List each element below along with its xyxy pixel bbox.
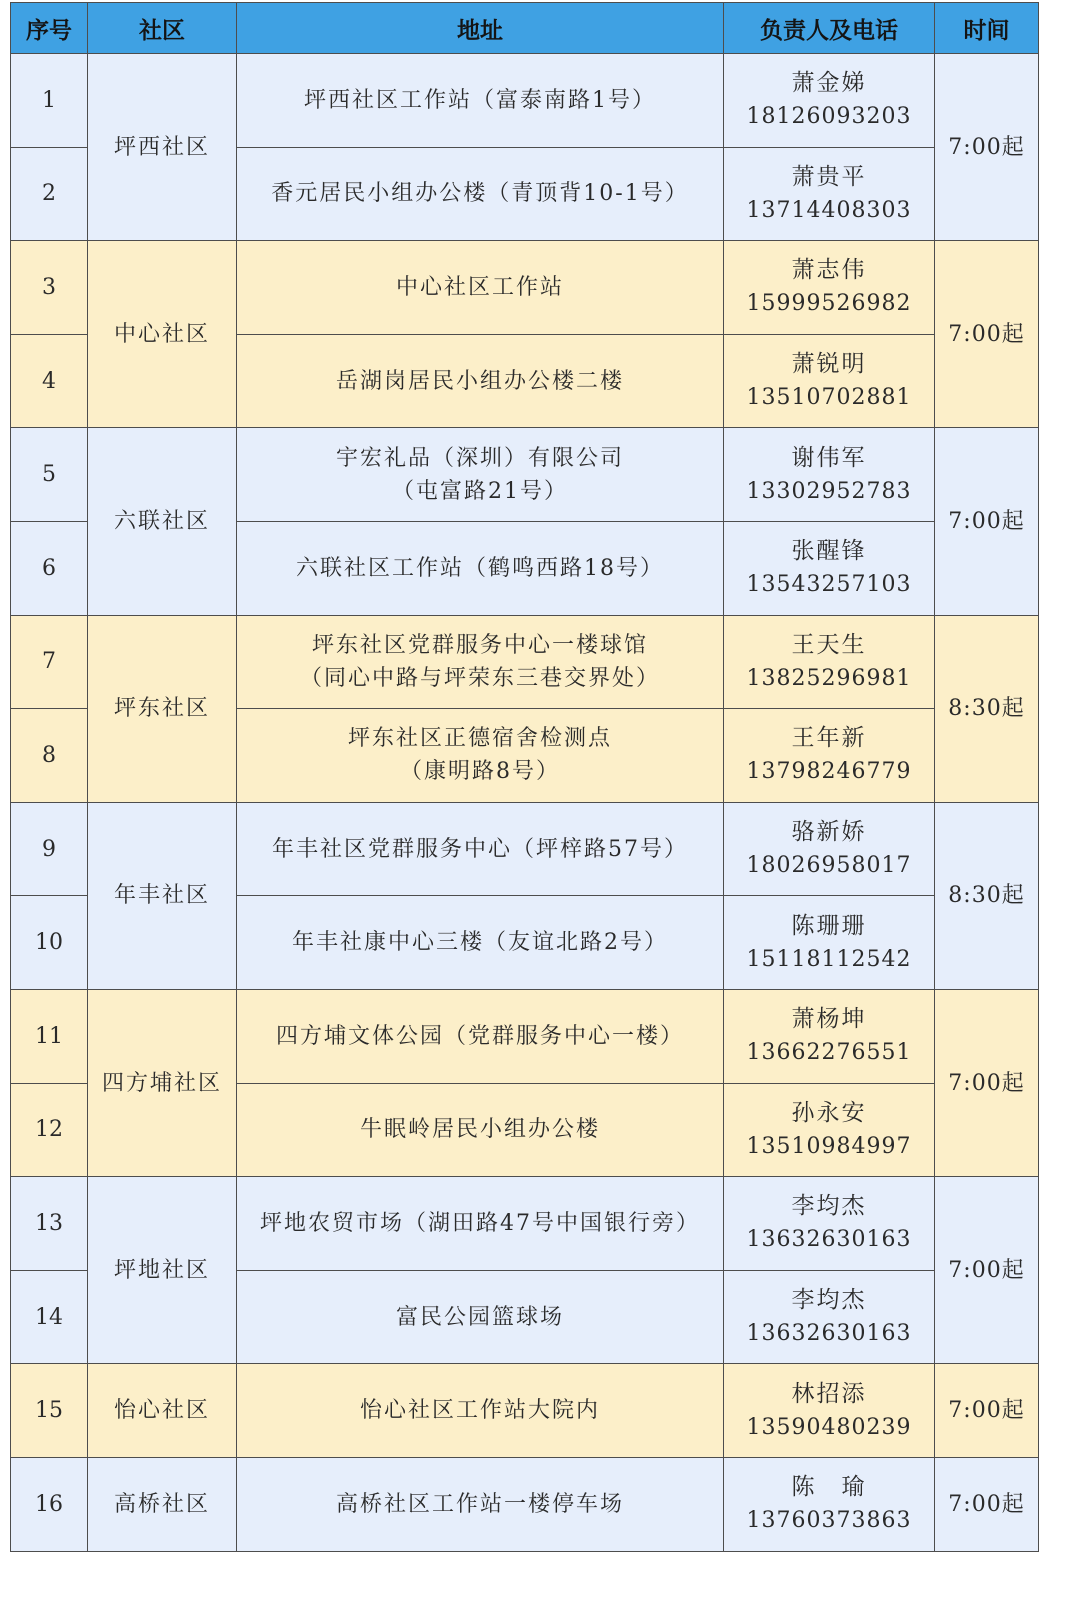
table-row <box>11 1177 1039 1271</box>
contact-cell <box>724 1457 935 1551</box>
header-seq: 序号 <box>11 3 88 54</box>
contact-phone: 13302952783 <box>746 478 912 504</box>
address-cell <box>237 1083 724 1177</box>
contact-name: 萧志伟 <box>791 257 867 284</box>
contact-cell <box>724 54 935 148</box>
contact-name: 萧锐明 <box>791 351 867 378</box>
table-row <box>11 54 1039 148</box>
address-cell <box>237 1270 724 1364</box>
address-line: 香元居民小组办公楼（青顶背10-1号） <box>271 181 689 207</box>
seq-cell: 9 <box>11 802 88 896</box>
contact-name: 萧杨坤 <box>791 1006 867 1033</box>
contact-name: 李均杰 <box>791 1193 867 1220</box>
address-cell <box>237 428 724 522</box>
address-cell <box>237 802 724 896</box>
contact-phone: 13632630163 <box>746 1321 912 1347</box>
seq-cell: 1 <box>11 54 88 148</box>
address-line: 六联社区工作站（鹤鸣西路18号） <box>296 555 664 581</box>
contact-phone: 13510984997 <box>746 1133 912 1159</box>
contact-phone: 13714408303 <box>746 197 912 223</box>
contact-phone: 13825296981 <box>746 665 912 691</box>
table-row <box>11 989 1039 1083</box>
address-line: （同心中路与坪荣东三巷交界处） <box>299 665 660 691</box>
community-cell: 坪西社区 <box>88 54 237 241</box>
time-cell: 7:00起 <box>935 1457 1039 1551</box>
address-line: 坪西社区工作站（富泰南路1号） <box>304 87 656 113</box>
address-cell <box>237 1177 724 1271</box>
contact-cell <box>724 615 935 709</box>
contact-name: 骆新娇 <box>791 819 867 846</box>
contact-name: 张醒锋 <box>791 538 867 565</box>
contact-cell <box>724 802 935 896</box>
address-line: 年丰社区党群服务中心（坪梓路57号） <box>272 836 688 862</box>
table-row <box>11 802 1039 896</box>
seq-cell: 8 <box>11 709 88 803</box>
contact-cell <box>724 241 935 335</box>
community-cell: 中心社区 <box>88 241 237 428</box>
community-cell: 六联社区 <box>88 428 237 615</box>
address-cell <box>237 521 724 615</box>
address-line: 牛眠岭居民小组办公楼 <box>359 1117 600 1143</box>
address-cell <box>237 1457 724 1551</box>
community-cell: 四方埔社区 <box>88 989 237 1176</box>
table-row <box>11 1364 1039 1458</box>
table-row <box>11 1457 1039 1551</box>
address-cell <box>237 54 724 148</box>
time-cell: 7:00起 <box>935 428 1039 615</box>
address-cell <box>237 896 724 990</box>
time-cell: 7:00起 <box>935 1177 1039 1364</box>
address-line: 高桥社区工作站一楼停车场 <box>335 1491 624 1517</box>
contact-phone: 18026958017 <box>746 853 912 879</box>
seq-cell: 14 <box>11 1270 88 1364</box>
contact-phone: 13510702881 <box>746 385 912 411</box>
community-cell: 高桥社区 <box>88 1457 237 1551</box>
time-cell: 7:00起 <box>935 241 1039 428</box>
contact-name: 陈珊珊 <box>791 912 867 939</box>
header-row <box>11 3 1039 54</box>
address-line: 宇宏礼品（深圳）有限公司 <box>335 445 624 471</box>
contact-name: 陈 瑜 <box>791 1474 867 1501</box>
address-line: （屯富路21号） <box>392 478 568 504</box>
table-row <box>11 428 1039 522</box>
seq-cell: 10 <box>11 896 88 990</box>
address-line: 坪地农贸市场（湖田路47号中国银行旁） <box>260 1210 700 1236</box>
contact-cell <box>724 147 935 241</box>
address-line: 中心社区工作站 <box>395 274 564 300</box>
contact-phone: 15999526982 <box>746 291 912 317</box>
seq-cell: 13 <box>11 1177 88 1271</box>
contact-cell <box>724 1364 935 1458</box>
contact-phone: 15118112542 <box>746 946 912 972</box>
seq-cell: 5 <box>11 428 88 522</box>
header-community: 社区 <box>88 3 237 54</box>
community-cell: 年丰社区 <box>88 802 237 989</box>
address-line: 坪东社区党群服务中心一楼球馆 <box>311 632 648 658</box>
contact-phone: 13798246779 <box>746 759 912 785</box>
testing-sites-table <box>10 2 1039 1552</box>
contact-cell <box>724 1083 935 1177</box>
seq-cell: 6 <box>11 521 88 615</box>
contact-name: 王年新 <box>791 725 867 752</box>
header-address: 地址 <box>237 3 724 54</box>
time-cell: 8:30起 <box>935 615 1039 802</box>
seq-cell: 2 <box>11 147 88 241</box>
table-header <box>11 3 1039 54</box>
community-cell: 怡心社区 <box>88 1364 237 1458</box>
contact-name: 谢伟军 <box>791 444 867 471</box>
seq-cell: 11 <box>11 989 88 1083</box>
contact-name: 萧金娣 <box>791 70 867 97</box>
contact-phone: 13543257103 <box>746 572 912 598</box>
address-line: 坪东社区正德宿舍检测点 <box>347 726 612 752</box>
contact-name: 孙永安 <box>791 1099 867 1126</box>
address-line: 年丰社康中心三楼（友谊北路2号） <box>292 930 668 956</box>
contact-phone: 13632630163 <box>746 1227 912 1253</box>
table-body <box>11 54 1039 1552</box>
contact-phone: 13662276551 <box>746 1040 912 1066</box>
address-cell <box>237 241 724 335</box>
contact-name: 林招添 <box>791 1380 867 1407</box>
seq-cell: 7 <box>11 615 88 709</box>
address-line: （康明路8号） <box>400 759 560 785</box>
contact-phone: 13760373863 <box>746 1508 912 1534</box>
seq-cell: 15 <box>11 1364 88 1458</box>
address-cell <box>237 147 724 241</box>
address-line: 富民公园篮球场 <box>395 1304 564 1330</box>
address-line: 怡心社区工作站大院内 <box>359 1398 600 1424</box>
time-cell: 7:00起 <box>935 1364 1039 1458</box>
address-cell <box>237 709 724 803</box>
community-cell: 坪东社区 <box>88 615 237 802</box>
contact-phone: 13590480239 <box>746 1414 912 1440</box>
contact-cell <box>724 896 935 990</box>
contact-cell <box>724 709 935 803</box>
contact-cell <box>724 428 935 522</box>
time-cell: 8:30起 <box>935 802 1039 989</box>
address-cell <box>237 334 724 428</box>
seq-cell: 16 <box>11 1457 88 1551</box>
address-cell <box>237 1364 724 1458</box>
contact-name: 李均杰 <box>791 1287 867 1314</box>
address-cell <box>237 989 724 1083</box>
table-row <box>11 615 1039 709</box>
contact-name: 萧贵平 <box>791 163 867 190</box>
seq-cell: 4 <box>11 334 88 428</box>
address-line: 四方埔文体公园（党群服务中心一楼） <box>275 1023 684 1049</box>
community-cell: 坪地社区 <box>88 1177 237 1364</box>
contact-cell <box>724 989 935 1083</box>
contact-cell <box>724 521 935 615</box>
address-line: 岳湖岗居民小组办公楼二楼 <box>335 368 624 394</box>
contact-phone: 18126093203 <box>746 104 912 130</box>
contact-cell <box>724 334 935 428</box>
table-row <box>11 241 1039 335</box>
address-cell <box>237 615 724 709</box>
time-cell: 7:00起 <box>935 989 1039 1176</box>
time-cell: 7:00起 <box>935 54 1039 241</box>
contact-name: 王天生 <box>791 631 867 658</box>
seq-cell: 12 <box>11 1083 88 1177</box>
header-contact: 负责人及电话 <box>724 3 935 54</box>
seq-cell: 3 <box>11 241 88 335</box>
contact-cell <box>724 1177 935 1271</box>
contact-cell <box>724 1270 935 1364</box>
header-time: 时间 <box>935 3 1039 54</box>
